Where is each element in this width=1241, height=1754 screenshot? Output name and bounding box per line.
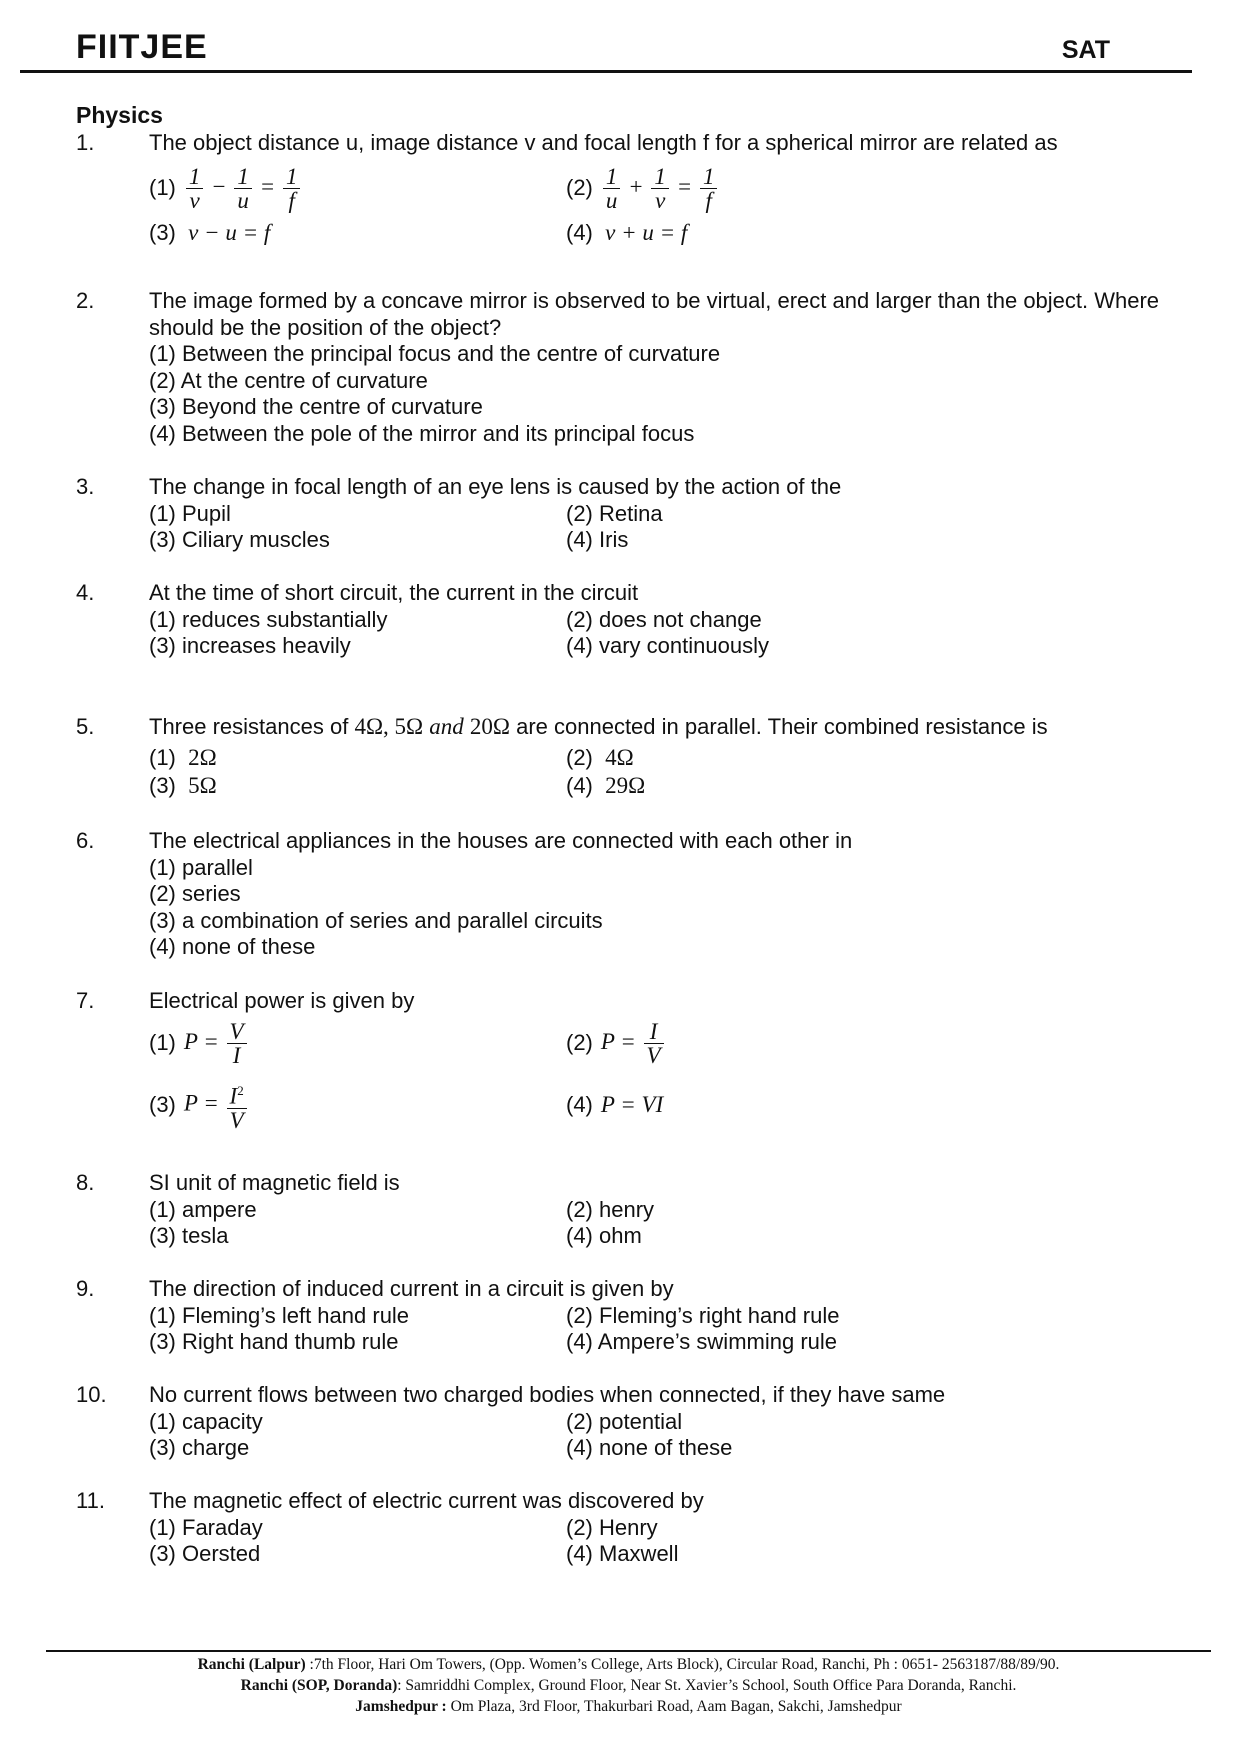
option-3: (3) 5Ω (149, 773, 217, 798)
option-1: (1) parallel (149, 854, 253, 880)
question-stem: Electrical power is given by (149, 988, 415, 1013)
option-3: (3) Ciliary muscles (149, 527, 330, 552)
option-1: (1) Faraday (149, 1514, 263, 1540)
option-3: (3) charge (149, 1435, 250, 1460)
option-2: (2) At the centre of curvature (149, 367, 428, 393)
option-1: (1) reduces substantially (149, 606, 388, 632)
option-3: (3) v − u = f (149, 219, 271, 245)
option-3: (3) a combination of series and parallel circuits (149, 907, 603, 933)
option-3: (3) Beyond the centre of curvature (149, 394, 483, 419)
question-number: 8. (76, 1170, 95, 1195)
formula: P = $\frac{I^2}{V}$ (184, 1079, 249, 1132)
option-2: (2) P = $\frac{I}{V}$ (566, 1015, 966, 1073)
option-3: (3) Right hand thumb rule (149, 1329, 399, 1354)
footer-address-ranchi-lalpur: Ranchi (Lalpur) :7th Floor, Hari Om Towers, (Opp. Women’s College, Arts Block), Circular Road, Ranchi, Ph : 0651- 2563187/88/89/90. (197, 1656, 1060, 1673)
question-stem: The magnetic effect of electric current was discovered by (149, 1488, 704, 1513)
option-4: (4) Ampere’s swimming rule (566, 1329, 838, 1354)
question-number: 10. (76, 1382, 107, 1407)
option-1: (1) Fleming’s left hand rule (149, 1302, 410, 1328)
option-2: (2) $\frac{1}{u}$ + $\frac{1}{v}$ = $\frac{1}{f}$ (566, 160, 966, 218)
question-stem: The image formed by a concave mirror is observed to be virtual, erect and larger than the object. Where should be the position of the object? (149, 288, 1160, 340)
question-number: 2. (76, 288, 95, 313)
question-stem: At the time of short circuit, the current in the circuit (149, 580, 639, 605)
option-2: (2) Henry (566, 1514, 658, 1540)
question-stem: The change in focal length of an eye lens is caused by the action of the (149, 474, 842, 499)
formula: $\frac{1}{u}$ + $\frac{1}{v}$ = $\frac{1}{f}$ (601, 165, 720, 212)
option-2: (2) does not change (566, 606, 762, 632)
option-4: (4) Maxwell (566, 1541, 679, 1566)
option-1: (1) capacity (149, 1408, 263, 1434)
question-number: 3. (76, 474, 95, 499)
question-stem: The direction of induced current in a circuit is given by (149, 1276, 674, 1301)
option-1: (1) 2Ω (149, 744, 217, 770)
page-header (76, 24, 1110, 68)
question-number: 6. (76, 828, 95, 853)
header-divider (20, 70, 1192, 73)
question-stem: Three resistances of 4Ω, 5Ω and 20Ω are connected in parallel. Their combined resistance is (149, 714, 1048, 739)
option-4: (4) P = VI (566, 1092, 664, 1118)
option-1: (1) Pupil (149, 500, 231, 526)
question-number: 1. (76, 130, 95, 155)
footer-address-jamshedpur: Jamshedpur : Om Plaza, 3rd Floor, Thakurbari Road, Aam Bagan, Sakchi, Jamshedpur (355, 1698, 902, 1715)
question-stem: No current flows between two charged bodies when connected, if they have same (149, 1382, 946, 1407)
question-stem: The object distance u, image distance v and focal length f for a spherical mirror are related as (149, 130, 1058, 155)
option-2: (2) series (149, 881, 241, 906)
option-3: (3) Oersted (149, 1541, 261, 1566)
page-footer (46, 1654, 1211, 1717)
option-4: (4) vary continuously (566, 633, 769, 658)
formula: P = $\frac{V}{I}$ (184, 1020, 249, 1067)
question-number: 7. (76, 988, 95, 1013)
option-2: (2) Fleming’s right hand rule (566, 1302, 840, 1328)
question-stem: The electrical appliances in the houses are connected with each other in (149, 828, 853, 853)
option-2: (2) henry (566, 1196, 655, 1222)
option-1: (1) ampere (149, 1196, 257, 1222)
option-4: (4) none of these (149, 934, 316, 959)
option-1: (1) P = $\frac{V}{I}$ (149, 1015, 566, 1073)
option-4: (4) none of these (566, 1435, 733, 1460)
option-2: (2) Retina (566, 500, 663, 526)
option-3: (3) increases heavily (149, 633, 351, 658)
option-2: (2) 4Ω (566, 744, 634, 770)
question-stem: SI unit of magnetic field is (149, 1170, 400, 1195)
footer-address-ranchi-doranda: Ranchi (SOP, Doranda): Samriddhi Complex, Ground Floor, Near St. Xavier’s School, South Office Para Doranda, Ranchi. (240, 1677, 1017, 1694)
question-number: 4. (76, 580, 95, 605)
option-3: (3) tesla (149, 1223, 229, 1248)
option-4: (4) Between the pole of the mirror and its principal focus (149, 420, 695, 446)
formula: $\frac{1}{v}$ − $\frac{1}{u}$ = $\frac{1}{f}$ (184, 165, 303, 212)
option-3: (3) P = $\frac{I^2}{V}$ (149, 1073, 566, 1139)
option-4: (4) Iris (566, 527, 629, 552)
question-number: 9. (76, 1276, 95, 1301)
option-1: (1) $\frac{1}{v}$ − $\frac{1}{u}$ = $\frac{1}{f}$ (149, 160, 566, 218)
option-2: (2) potential (566, 1408, 683, 1434)
formula: P = VI (600, 1092, 664, 1118)
formula: P = $\frac{I}{V}$ (601, 1020, 666, 1067)
option-4: (4) 29Ω (566, 773, 646, 798)
fiitjee-logo: FIITJEE (76, 28, 208, 66)
paper-code: SAT (1061, 36, 1110, 64)
option-4: (4) ohm (566, 1223, 642, 1248)
subject-heading: Physics (76, 102, 163, 128)
question-number: 5. (76, 714, 95, 739)
option-4: (4) v + u = f (566, 219, 688, 245)
footer-divider (46, 1650, 1211, 1652)
option-1: (1) Between the principal focus and the centre of curvature (149, 341, 721, 366)
question-number: 11. (76, 1488, 105, 1513)
